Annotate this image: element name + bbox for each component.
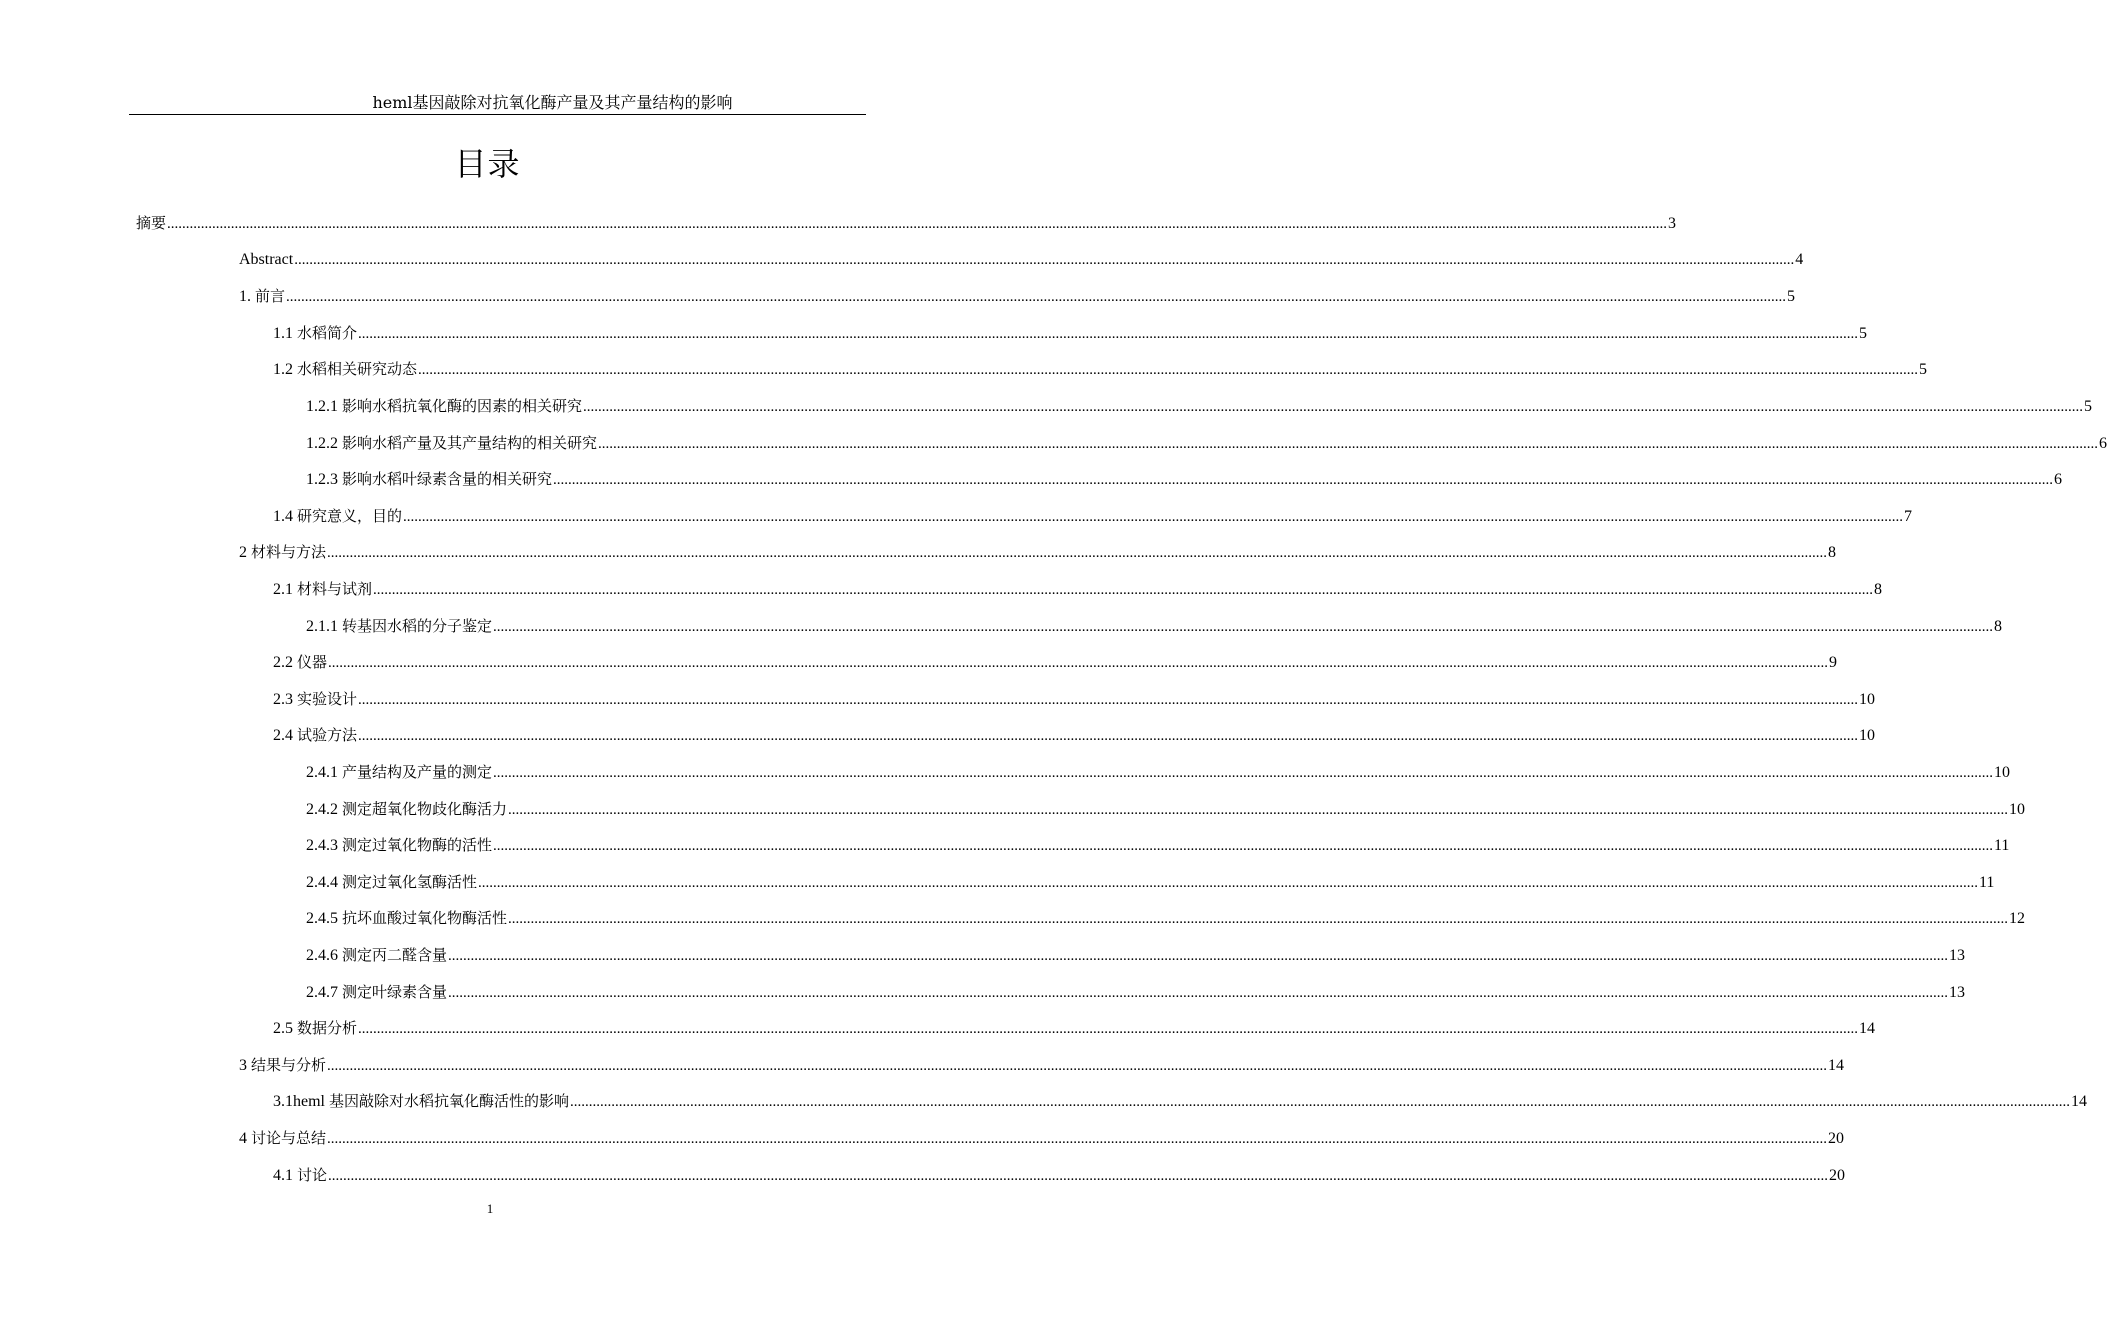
toc-entry[interactable] <box>239 249 1804 271</box>
toc-entry-page: 4 <box>1795 251 1804 268</box>
toc-entry-page: 13 <box>1949 947 1966 964</box>
toc-entry-label: 2.1.1 转基因水稻的分子鉴定 <box>306 617 493 635</box>
toc-leader-dots: ................................................................................................................................................................................................................................................................................................................................................................................................................ <box>448 948 1949 964</box>
toc-leader-dots: ................................................................................................................................................................................................................................................................................................................................................................................................................ <box>478 875 1979 891</box>
toc-leader-dots: ................................................................................................................................................................................................................................................................................................................................................................................................................ <box>167 216 1668 232</box>
toc-entry-page: 3 <box>1668 215 1677 232</box>
toc-leader-dots: ................................................................................................................................................................................................................................................................................................................................................................................................................ <box>493 765 1994 781</box>
toc-leader-dots: ................................................................................................................................................................................................................................................................................................................................................................................................................ <box>358 1021 1859 1037</box>
toc-entry[interactable] <box>239 1127 1845 1149</box>
toc-entry[interactable] <box>306 468 2063 490</box>
toc-entry-label: 1.2.3 影响水稻叶绿素含量的相关研究 <box>306 470 553 488</box>
toc-entry[interactable] <box>273 505 1913 527</box>
toc-entry-page: 8 <box>1828 544 1837 561</box>
toc-entry[interactable] <box>306 981 1966 1003</box>
toc-entry-label: 2.4.3 测定过氧化物酶的活性 <box>306 836 493 854</box>
toc-entry-label: 3 结果与分析 <box>239 1056 327 1074</box>
toc-leader-dots: ................................................................................................................................................................................................................................................................................................................................................................................................................ <box>328 655 1829 671</box>
toc-leader-dots: ................................................................................................................................................................................................................................................................................................................................................................................................................ <box>327 1131 1828 1147</box>
toc-entry-page: 11 <box>1994 837 2010 854</box>
toc-entry-label: 2.4 试验方法 <box>273 726 358 744</box>
toc-entry[interactable] <box>306 907 2026 929</box>
toc-entry-label: 2.1 材料与试剂 <box>273 580 373 598</box>
toc-leader-dots: ................................................................................................................................................................................................................................................................................................................................................................................................................ <box>508 802 2009 818</box>
toc-entry-page: 7 <box>1904 508 1913 525</box>
toc-leader-dots: ................................................................................................................................................................................................................................................................................................................................................................................................................ <box>358 326 1859 342</box>
toc-leader-dots: ................................................................................................................................................................................................................................................................................................................................................................................................................ <box>448 985 1949 1001</box>
toc-entry-label: 1.2.2 影响水稻产量及其产量结构的相关研究 <box>306 434 598 452</box>
toc-leader-dots: ................................................................................................................................................................................................................................................................................................................................................................................................................ <box>583 399 2084 415</box>
toc-entry-page: 6 <box>2054 471 2063 488</box>
toc-leader-dots: ................................................................................................................................................................................................................................................................................................................................................................................................................ <box>570 1094 2071 1110</box>
toc-entry-page: 13 <box>1949 984 1966 1001</box>
toc-entry-label: 4 讨论与总结 <box>239 1129 327 1147</box>
toc-entry-label: 2.4.4 测定过氧化氢酶活性 <box>306 873 478 891</box>
toc-entry[interactable] <box>239 541 1837 563</box>
toc-entry-label: Abstract <box>239 251 294 268</box>
toc-leader-dots: ................................................................................................................................................................................................................................................................................................................................................................................................................ <box>493 838 1994 854</box>
toc-entry-page: 10 <box>1859 727 1876 744</box>
toc-leader-dots: ................................................................................................................................................................................................................................................................................................................................................................................................................ <box>327 545 1828 561</box>
toc-leader-dots: ................................................................................................................................................................................................................................................................................................................................................................................................................ <box>418 362 1919 378</box>
toc-entry-label: 2.5 数据分析 <box>273 1019 358 1037</box>
toc-entry-label: 1.2.1 影响水稻抗氧化酶的因素的相关研究 <box>306 397 583 415</box>
toc-entry[interactable] <box>306 395 2093 417</box>
toc-entry-page: 14 <box>1828 1057 1845 1074</box>
toc-leader-dots: ................................................................................................................................................................................................................................................................................................................................................................................................................ <box>358 728 1859 744</box>
toc-entry[interactable] <box>273 688 1876 710</box>
toc-entry[interactable] <box>273 358 1928 380</box>
toc-entry-label: 2.4.5 抗坏血酸过氧化物酶活性 <box>306 909 508 927</box>
toc-entry-label: 3.1heml 基因敲除对水稻抗氧化酶活性的影响 <box>273 1092 570 1110</box>
toc-entry-label: 4.1 讨论 <box>273 1166 328 1184</box>
toc-entry-page: 6 <box>2099 435 2107 452</box>
toc-entry-page: 8 <box>1874 581 1883 598</box>
toc-entry-page: 20 <box>1829 1167 1846 1184</box>
running-header-title: heml基因敲除对抗氧化酶产量及其产量结构的影响 <box>372 93 733 112</box>
toc-leader-dots: ................................................................................................................................................................................................................................................................................................................................................................................................................ <box>403 509 1904 525</box>
toc-entry-page: 12 <box>2009 910 2026 927</box>
toc-leader-dots: ................................................................................................................................................................................................................................................................................................................................................................................................................ <box>553 472 2054 488</box>
toc-entry-label: 2.4.1 产量结构及产量的测定 <box>306 763 493 781</box>
toc-entry[interactable] <box>136 212 1677 234</box>
toc-entry[interactable] <box>306 432 2107 454</box>
toc-entry[interactable] <box>273 724 1876 746</box>
toc-entry[interactable] <box>239 1054 1845 1076</box>
toc-entry[interactable] <box>273 322 1868 344</box>
toc-entry-page: 5 <box>2084 398 2093 415</box>
toc-leader-dots: ................................................................................................................................................................................................................................................................................................................................................................................................................ <box>373 582 1874 598</box>
toc-entry[interactable] <box>306 834 2010 856</box>
toc-leader-dots: ................................................................................................................................................................................................................................................................................................................................................................................................................ <box>286 289 1787 305</box>
toc-entry-label: 摘要 <box>136 214 167 232</box>
toc-entry[interactable] <box>239 285 1796 307</box>
toc-entry-label: 2 材料与方法 <box>239 543 327 561</box>
toc-leader-dots: ................................................................................................................................................................................................................................................................................................................................................................................................................ <box>598 436 2099 452</box>
toc-entry-page: 10 <box>1859 691 1876 708</box>
toc-leader-dots: ................................................................................................................................................................................................................................................................................................................................................................................................................ <box>493 619 1994 635</box>
toc-leader-dots: ................................................................................................................................................................................................................................................................................................................................................................................................................ <box>294 252 1795 268</box>
toc-entry-page: 5 <box>1787 288 1796 305</box>
toc-entry[interactable] <box>306 944 1966 966</box>
toc-leader-dots: ................................................................................................................................................................................................................................................................................................................................................................................................................ <box>328 1168 1829 1184</box>
toc-entry-label: 2.2 仪器 <box>273 653 328 671</box>
toc-entry-label: 1.1 水稻简介 <box>273 324 358 342</box>
toc-entry-label: 2.3 实验设计 <box>273 690 358 708</box>
toc-entry[interactable] <box>306 798 2026 820</box>
toc-entry-page: 11 <box>1979 874 1995 891</box>
toc-entry-page: 10 <box>2009 801 2026 818</box>
toc-entry-label: 2.4.6 测定丙二醛含量 <box>306 946 448 964</box>
page-number: 1 <box>486 1201 494 1216</box>
toc-entry-label: 1.4 研究意义，目的 <box>273 507 403 525</box>
toc-leader-dots: ................................................................................................................................................................................................................................................................................................................................................................................................................ <box>327 1058 1828 1074</box>
toc-entry[interactable] <box>273 651 1838 673</box>
toc-entry-page: 14 <box>1859 1020 1876 1037</box>
toc-entry-page: 10 <box>1994 764 2011 781</box>
toc-entry-label: 1. 前言 <box>239 287 286 305</box>
toc-entry-page: 20 <box>1828 1130 1845 1147</box>
toc-entry[interactable] <box>306 615 2003 637</box>
toc-leader-dots: ................................................................................................................................................................................................................................................................................................................................................................................................................ <box>358 692 1859 708</box>
toc-entry[interactable] <box>306 871 1995 893</box>
toc-title: 目录 <box>454 145 521 183</box>
toc-entry[interactable] <box>273 1164 1846 1186</box>
toc-entry-page: 8 <box>1994 618 2003 635</box>
toc-entry-label: 1.2 水稻相关研究动态 <box>273 360 418 378</box>
toc-entry-page: 5 <box>1919 361 1928 378</box>
toc-entry-label: 2.4.7 测定叶绿素含量 <box>306 983 448 1001</box>
toc-entry-page: 5 <box>1859 325 1868 342</box>
toc-leader-dots: ................................................................................................................................................................................................................................................................................................................................................................................................................ <box>508 911 2009 927</box>
toc-entry[interactable] <box>306 761 2011 783</box>
toc-entry-label: 2.4.2 测定超氧化物歧化酶活力 <box>306 800 508 818</box>
toc-entry-page: 14 <box>2071 1093 2088 1110</box>
toc-entry[interactable] <box>273 1017 1876 1039</box>
toc-entry-page: 9 <box>1829 654 1838 671</box>
toc-entry[interactable] <box>273 1090 2088 1112</box>
toc-entry[interactable] <box>273 578 1883 600</box>
